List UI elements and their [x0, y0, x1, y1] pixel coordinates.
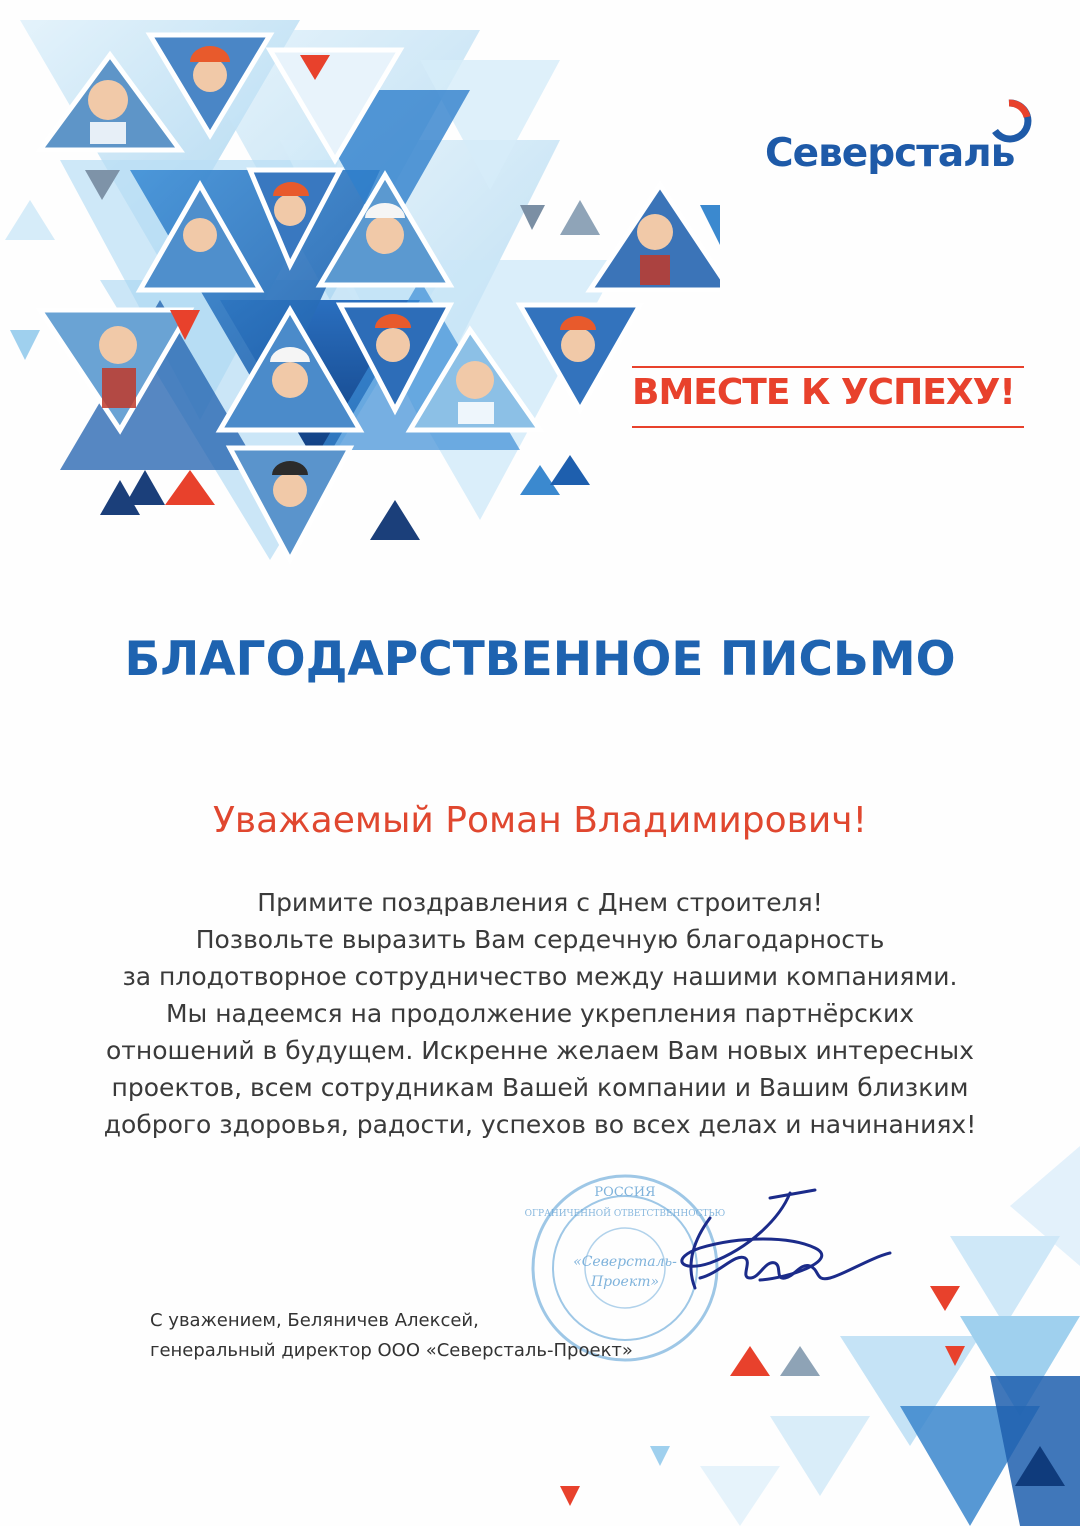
stamp-center-line2: Проект»: [590, 1274, 660, 1290]
body-line: отношений в будущем. Искренне желаем Вам новых интересных: [106, 1036, 974, 1065]
slogan: ВМЕСТЕ К УСПЕХУ!: [632, 372, 1015, 413]
greeting: Уважаемый Роман Владимирович!: [212, 800, 867, 841]
body-line: за плодотворное сотрудничество между нашими компаниями.: [122, 962, 958, 991]
slogan-bottom-line: [632, 426, 1024, 428]
letter-body: [40, 884, 1040, 1143]
stamp-ring-text: ОГРАНИЧЕННОЙ ОТВЕТСТВЕННОСТЬЮ: [524, 1209, 726, 1219]
body-line: Примите поздравления с Днем строителя!: [257, 888, 823, 917]
stamp-center-line1: «Северсталь-: [573, 1254, 677, 1270]
signature-icon: [640, 1178, 910, 1308]
body-line: проектов, всем сотрудникам Вашей компании и Вашим близким: [111, 1073, 969, 1102]
photo-mosaic: [0, 0, 720, 580]
body-line: доброго здоровья, радости, успехов во всех делах и начинаниях!: [103, 1110, 977, 1139]
severstal-logo: [765, 95, 1035, 185]
slogan-top-line: [632, 366, 1024, 368]
severstal-logo-icon: [987, 95, 1037, 145]
letter-title: БЛАГОДАРСТВЕННОЕ ПИСЬМО: [124, 632, 956, 687]
stamp-top-text: РОССИЯ: [594, 1185, 656, 1200]
signature-line1: С уважением, Беляничев Алексей,: [150, 1310, 479, 1331]
logo-text: Северсталь: [765, 131, 1015, 176]
body-line: Позвольте выразить Вам сердечную благодарность: [195, 925, 885, 954]
signature-block: [150, 1306, 633, 1366]
body-line: Мы надеемся на продолжение укрепления партнёрских: [165, 999, 915, 1028]
signature-line2: генеральный директор ООО «Северсталь-Проект»: [150, 1340, 633, 1361]
